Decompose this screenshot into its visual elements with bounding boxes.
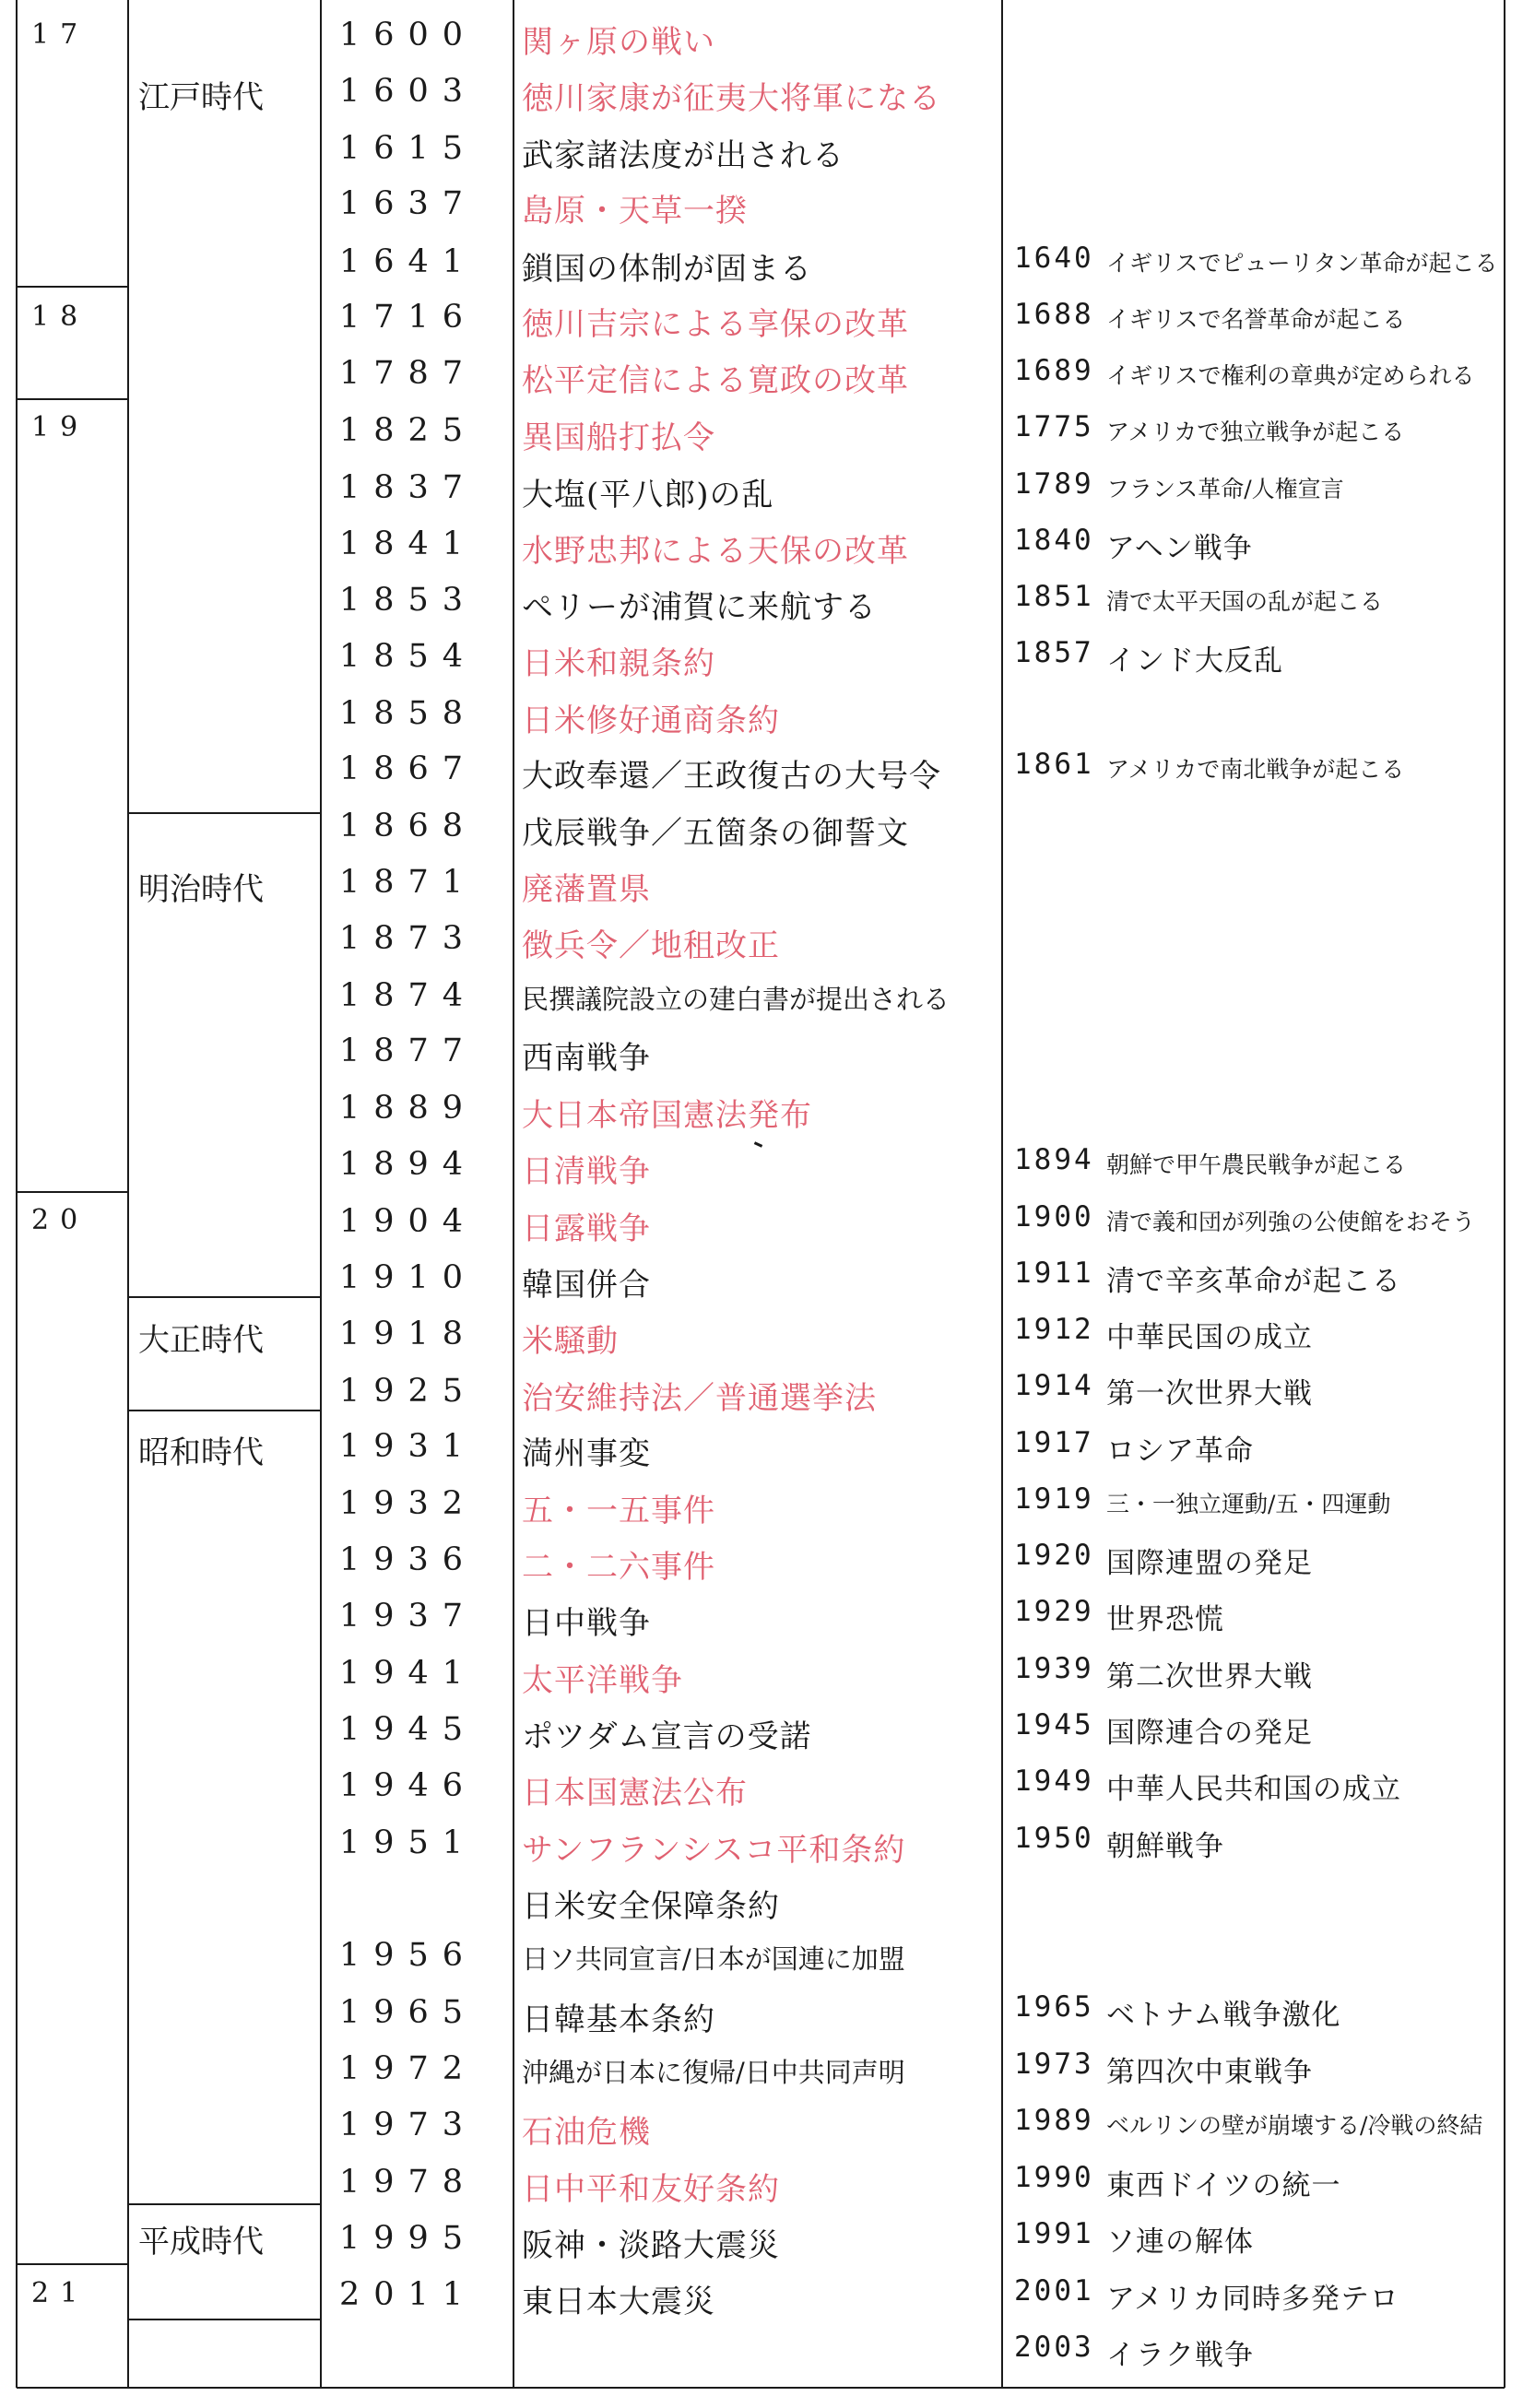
world-year: 1900 (1014, 1200, 1094, 1234)
event-year: 1910 (339, 1259, 478, 1296)
world-event-text: ベトナム戦争激化 (1106, 1999, 1341, 2032)
event-text: 武家諸法度が出される (522, 137, 844, 174)
event-year: 1904 (339, 1203, 478, 1240)
event-year: 1853 (339, 582, 478, 619)
world-year: 1861 (1014, 748, 1094, 781)
event-text: 治安維持法／普通選挙法 (522, 1380, 877, 1417)
event-year: 1641 (339, 243, 478, 280)
world-event-text: 朝鮮で甲午農民戦争が起こる (1106, 1151, 1407, 1178)
event-text: 異国船打払令 (522, 419, 715, 456)
event-year: 1787 (339, 355, 478, 392)
event-year: 1841 (339, 525, 478, 562)
world-year: 1851 (1014, 580, 1094, 613)
event-year: 1889 (339, 1090, 478, 1127)
world-year: 1688 (1014, 298, 1094, 331)
event-year: 1837 (339, 469, 478, 506)
event-year: 1873 (339, 920, 478, 957)
era-label: 江戸時代 (138, 79, 264, 116)
world-year: 1950 (1014, 1822, 1094, 1855)
event-text: 米騒動 (522, 1323, 619, 1360)
event-text: 東日本大震災 (522, 2284, 715, 2320)
world-event-text: 三・一独立運動/五・四運動 (1106, 1491, 1391, 1517)
event-text: 日清戦争 (522, 1153, 651, 1190)
world-event-text: 世界恐慌 (1106, 1603, 1224, 1636)
event-text: 徳川家康が征夷大将軍になる (522, 80, 941, 117)
event-text: 西南戦争 (522, 1040, 651, 1077)
event-year: 1995 (339, 2220, 478, 2257)
world-year: 1911 (1014, 1257, 1094, 1290)
event-year: 1946 (339, 1767, 478, 1804)
world-event-text: アヘン戦争 (1106, 532, 1253, 565)
world-event-text: イギリスで名誉革命が起こる (1106, 306, 1406, 333)
event-text: 二・二六事件 (522, 1549, 715, 1586)
event-year: 1972 (339, 2050, 478, 2087)
world-year: 1840 (1014, 524, 1094, 557)
event-year: 1600 (339, 17, 478, 53)
event-year: 1945 (339, 1711, 478, 1748)
event-year: 1932 (339, 1485, 478, 1522)
event-text: 戊辰戦争／五箇条の御誓文 (522, 815, 909, 852)
event-year: 1874 (339, 977, 478, 1014)
event-year: 1825 (339, 412, 478, 449)
world-year: 1965 (1014, 1990, 1094, 2024)
world-event-text: 第一次世界大戦 (1106, 1377, 1313, 1411)
event-year: 1937 (339, 1598, 478, 1635)
world-year: 1912 (1014, 1313, 1094, 1346)
event-text: 日ソ共同宣言/日本が国連に加盟 (522, 1943, 905, 1975)
world-event-text: ロシア革命 (1106, 1434, 1254, 1468)
event-text: 日中平和友好条約 (522, 2171, 780, 2208)
event-text: ペリーが浦賀に来航する (522, 589, 877, 626)
world-year: 1991 (1014, 2217, 1094, 2250)
world-year: 1775 (1014, 410, 1094, 443)
event-year: 1951 (339, 1824, 478, 1861)
world-event-text: イギリスでピューリタン革命が起こる (1106, 250, 1498, 277)
world-year: 1914 (1014, 1369, 1094, 1402)
event-text: 徴兵令／地租改正 (522, 927, 780, 964)
century-label: 20 (31, 1204, 89, 1236)
world-year: 2001 (1014, 2274, 1094, 2308)
event-year: 1978 (339, 2164, 478, 2201)
world-year: 1894 (1014, 1143, 1094, 1176)
event-text: 大塩(平八郎)の乱 (522, 477, 774, 513)
world-year: 1689 (1014, 354, 1094, 387)
event-year: 1894 (339, 1146, 478, 1183)
world-year: 1989 (1014, 2104, 1094, 2137)
world-year: 1917 (1014, 1426, 1094, 1459)
century-label: 21 (31, 2277, 89, 2309)
world-year: 1640 (1014, 242, 1094, 275)
event-year: 1973 (339, 2107, 478, 2143)
event-text: 大日本帝国憲法発布 (522, 1097, 812, 1134)
world-year: 1920 (1014, 1539, 1094, 1572)
event-text: 日米修好通商条約 (522, 702, 780, 739)
event-year: 1716 (339, 299, 478, 336)
world-event-text: 清で義和団が列強の公使館をおそう (1106, 1209, 1476, 1235)
event-text: 松平定信による寛政の改革 (522, 362, 909, 399)
event-text: 日露戦争 (522, 1210, 651, 1247)
world-year: 1929 (1014, 1595, 1094, 1628)
event-text: 日米和親条約 (522, 645, 715, 682)
world-year: 1990 (1014, 2161, 1094, 2194)
world-event-text: 朝鮮戦争 (1106, 1830, 1224, 1863)
event-text: 島原・天草一揆 (522, 193, 748, 230)
world-event-text: アメリカで南北戦争が起こる (1106, 756, 1405, 783)
world-event-text: イラク戦争 (1106, 2339, 1254, 2372)
event-year: 1931 (339, 1428, 478, 1465)
event-year: 1936 (339, 1541, 478, 1578)
world-event-text: アメリカで独立戦争が起こる (1106, 419, 1405, 445)
century-label: 18 (31, 301, 89, 333)
event-year: 1854 (339, 638, 478, 675)
world-event-text: インド大反乱 (1106, 644, 1283, 678)
world-year: 1973 (1014, 2048, 1094, 2081)
event-text: 沖縄が日本に復帰/日中共同声明 (522, 2057, 905, 2088)
event-year: 1877 (339, 1033, 478, 1069)
event-year: 1965 (339, 1994, 478, 2031)
world-year: 1789 (1014, 467, 1094, 501)
world-event-text: 清で太平天国の乱が起こる (1106, 588, 1384, 615)
event-year: 1925 (339, 1373, 478, 1410)
event-year: 1867 (339, 750, 478, 787)
world-event-text: ベルリンの壁が崩壊する/冷戦の終結 (1106, 2112, 1483, 2139)
world-event-text: 国際連盟の発足 (1106, 1547, 1313, 1580)
event-year: 2011 (339, 2276, 478, 2313)
world-event-text: 清で辛亥革命が起こる (1106, 1265, 1401, 1298)
era-label: 昭和時代 (138, 1434, 264, 1471)
world-event-text: 中華民国の成立 (1106, 1321, 1313, 1354)
event-text: 太平洋戦争 (522, 1662, 683, 1699)
event-text: 徳川吉宗による享保の改革 (522, 306, 909, 343)
event-text: サンフランシスコ平和条約 (522, 1832, 906, 1869)
world-event-text: アメリカ同時多発テロ (1106, 2283, 1399, 2316)
world-event-text: イギリスで権利の章典が定められる (1106, 362, 1475, 389)
world-event-text: 中華人民共和国の成立 (1106, 1773, 1401, 1806)
event-text: 大政奉還／王政復古の大号令 (522, 758, 941, 795)
event-year: 1918 (339, 1316, 478, 1352)
world-year: 1939 (1014, 1652, 1094, 1685)
event-year: 1868 (339, 808, 478, 844)
event-text: 民撰議院設立の建白書が提出される (522, 984, 950, 1015)
century-label: 17 (31, 18, 89, 51)
event-text: ポツダム宣言の受諾 (522, 1718, 812, 1755)
event-text: 日中戦争 (522, 1605, 651, 1642)
world-event-text: 東西ドイツの統一 (1106, 2169, 1341, 2202)
event-text: 満州事変 (522, 1435, 651, 1472)
world-event-text: 第二次世界大戦 (1106, 1660, 1313, 1694)
event-text: 水野忠邦による天保の改革 (522, 533, 909, 570)
event-year: 1858 (339, 695, 478, 732)
event-text: 関ヶ原の戦い (522, 24, 715, 61)
event-text: 日本国憲法公布 (522, 1775, 748, 1812)
event-year: 1637 (339, 185, 478, 222)
world-event-text: 第四次中東戦争 (1106, 2056, 1313, 2089)
event-text: 韓国併合 (522, 1267, 651, 1304)
event-text: 鎖国の体制が固まる (522, 251, 812, 288)
era-label: 明治時代 (138, 871, 264, 908)
world-event-text: フランス革命/人権宣言 (1106, 476, 1344, 502)
world-year: 1857 (1014, 636, 1094, 669)
event-text: 日韓基本条約 (522, 2001, 715, 2038)
event-year: 1941 (339, 1655, 478, 1692)
event-year: 1615 (339, 130, 478, 167)
event-year: 1871 (339, 864, 478, 901)
event-text: 石油危機 (522, 2114, 651, 2151)
world-year: 1945 (1014, 1708, 1094, 1741)
world-year: 2003 (1014, 2331, 1094, 2364)
world-year: 1919 (1014, 1482, 1094, 1516)
event-year: 1603 (339, 73, 478, 110)
event-text: 五・一五事件 (522, 1493, 715, 1529)
era-label: 大正時代 (138, 1322, 264, 1359)
world-event-text: ソ連の解体 (1106, 2225, 1254, 2259)
century-label: 19 (31, 411, 89, 443)
event-text: 廃藩置県 (522, 871, 651, 908)
event-text: 阪神・淡路大震災 (522, 2227, 780, 2264)
era-label: 平成時代 (138, 2224, 264, 2260)
world-year: 1949 (1014, 1765, 1094, 1798)
event-year: 1956 (339, 1937, 478, 1974)
event-text: 日米安全保障条約 (522, 1888, 780, 1925)
world-event-text: 国際連合の発足 (1106, 1717, 1313, 1750)
